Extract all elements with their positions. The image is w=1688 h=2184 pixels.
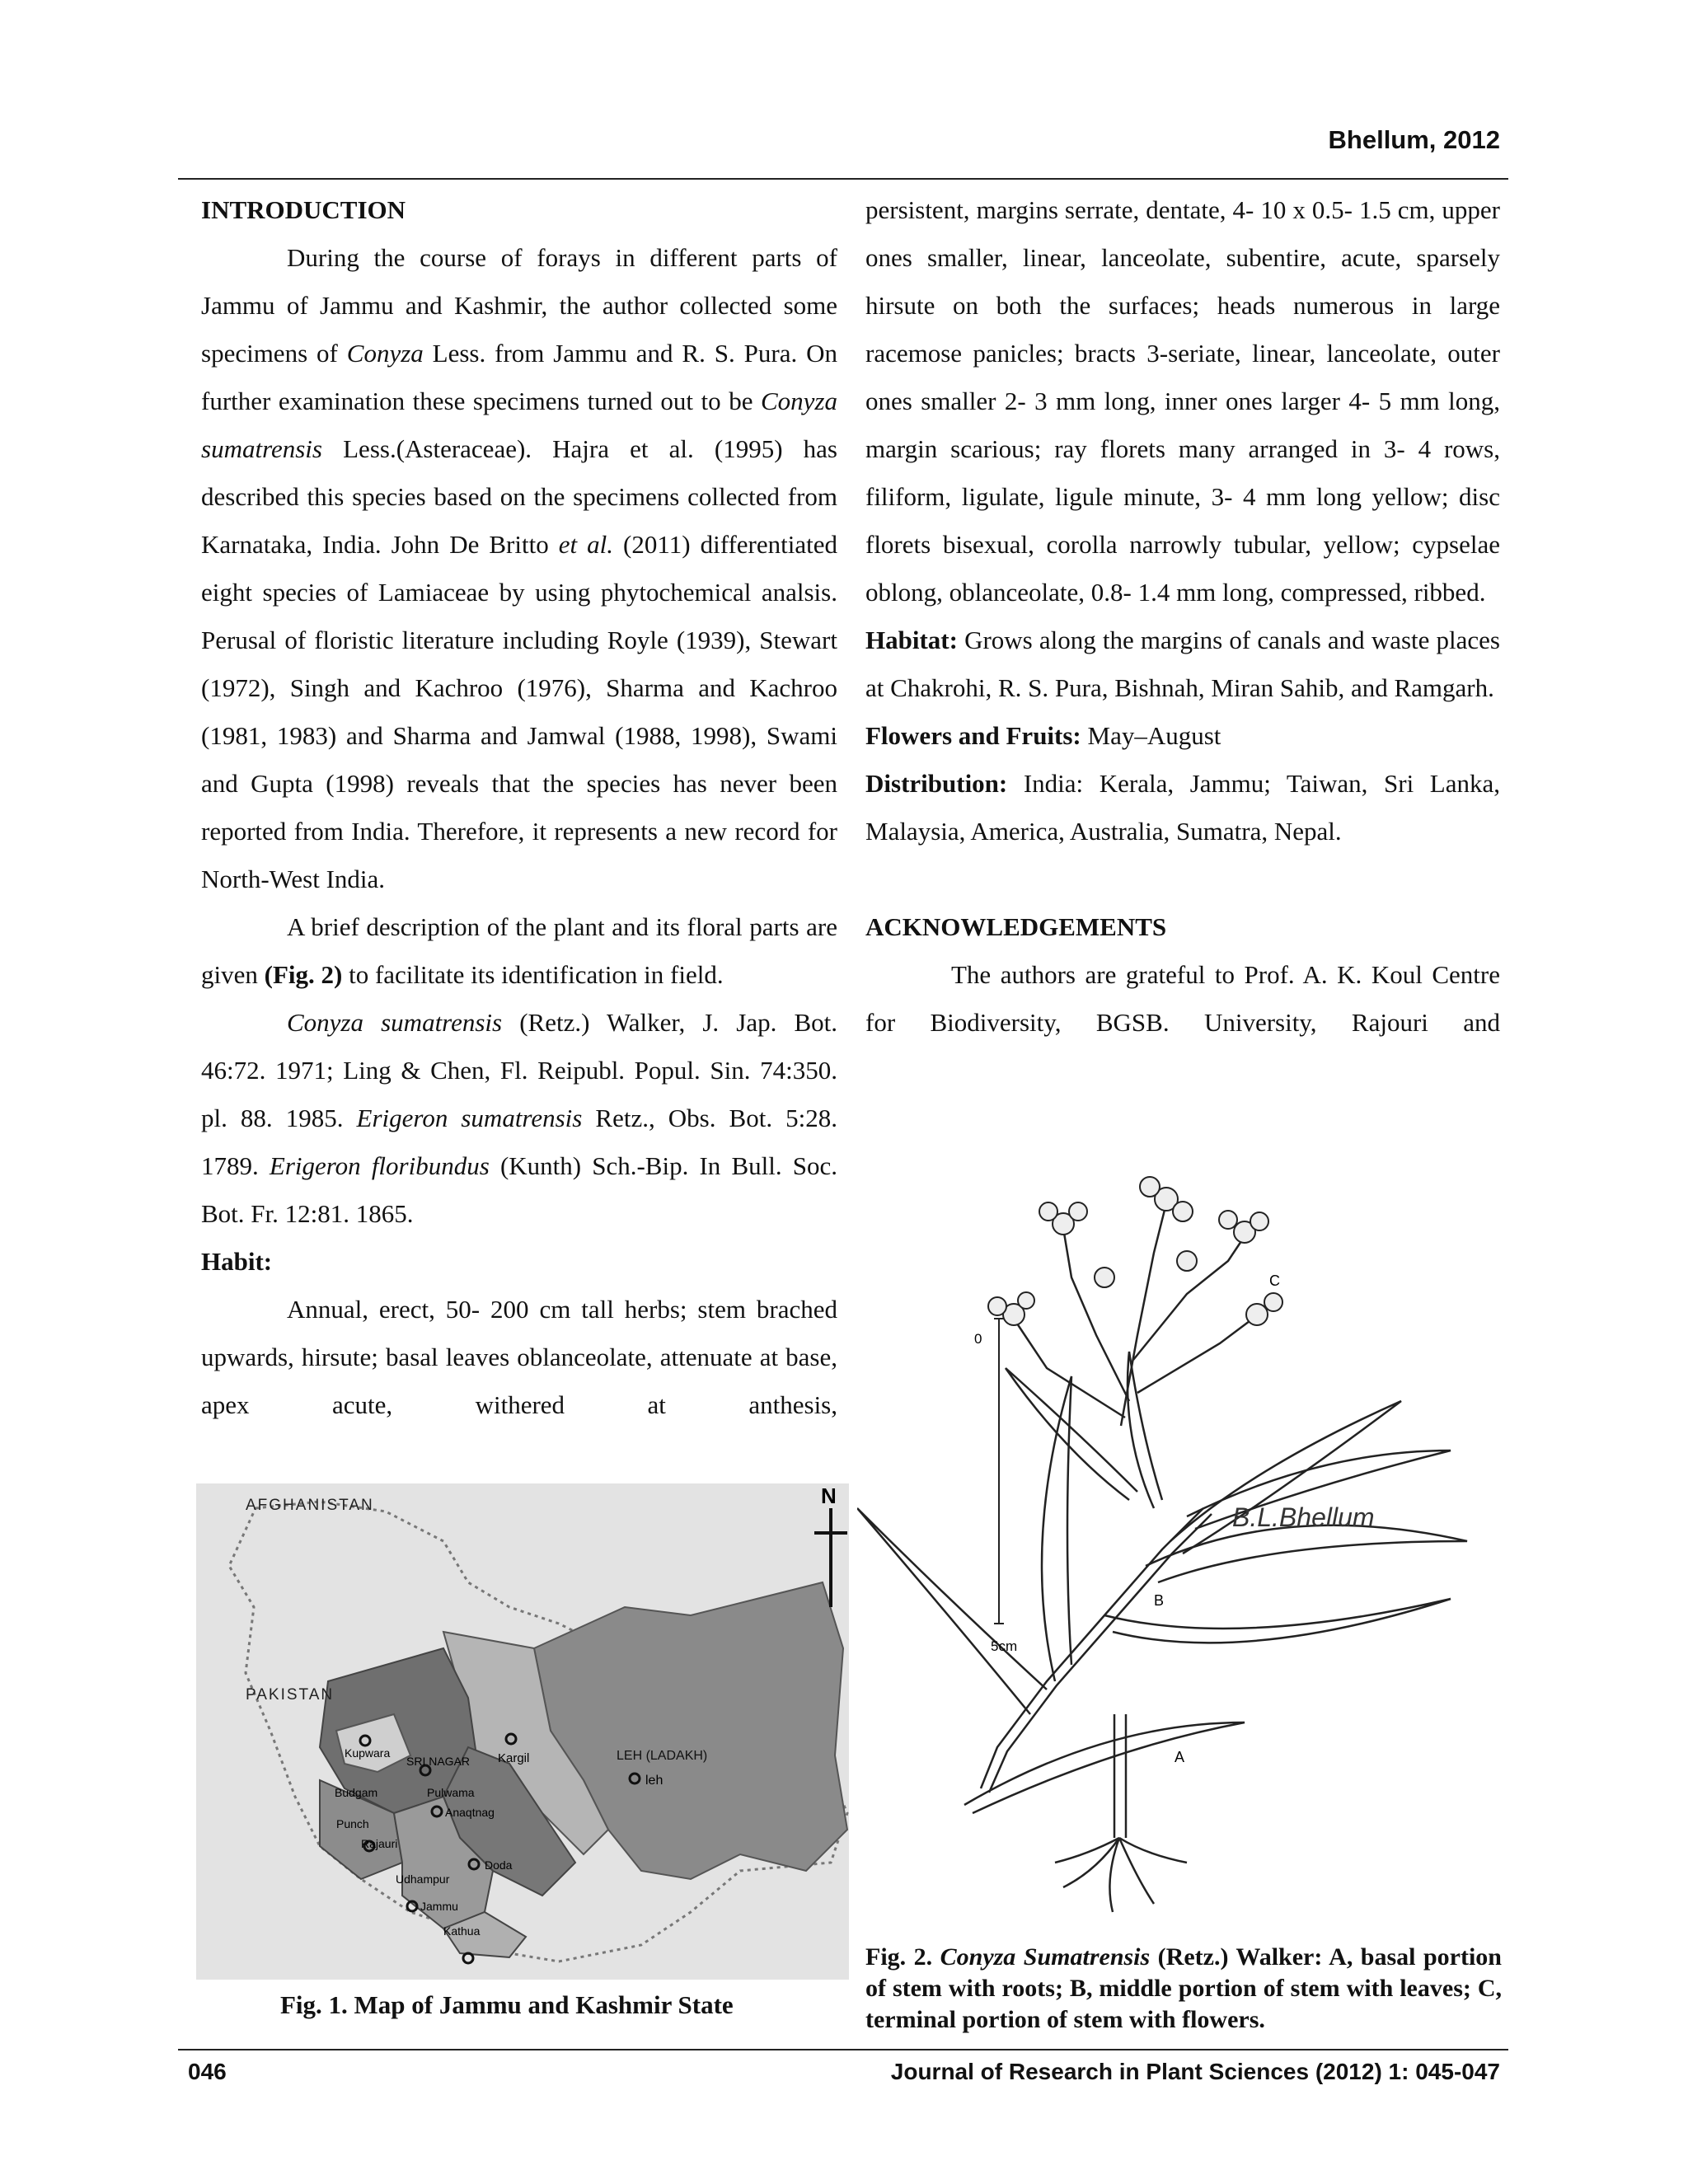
- journal-citation: Journal of Research in Plant Sciences (2012) 1: 045-047: [890, 2059, 1500, 2084]
- distribution-paragraph: Distribution: India: Kerala, Jammu; Taiwan, Sri Lanka, Malaysia, America, Australia, Sumatra, Nepal.: [865, 769, 1500, 846]
- header-rule: [178, 178, 1508, 180]
- label-a: A: [1175, 1749, 1185, 1765]
- habitat-paragraph: Habitat: Grows along the margins of canals and waste places at Chakrohi, R. S. Pura, Bishnah, Miran Sahib, and Ramgarh.: [865, 626, 1500, 702]
- leh-label: LEH (LADAKH): [617, 1749, 708, 1763]
- introduction-paragraph-1: During the course of forays in different parts of Jammu of Jammu and Kashmir, the author collected some specimens of Conyza Less. from Jammu and R. S. Pura. On further examination these specimens turned out to be Conyza sumatrensis Less.(Asteraceae). Hajra et al. (1995) has described this species based on the specimens collected from Karnataka, India. John De Britto et al. (2011) differentiated eight species of Lamiaceae by using phytochemical analsis. Perusal of floristic literature including Royle (1939), Stewart (1972), Singh and Kachroo (1976), Sharma and Kachroo (1981, 1983) and Sharma and Jamwal (1988, 1998), Swami and Gupta (1998) reveals that the species has never been reported from India. Therefore, it represents a new record for North-West India.: [201, 243, 837, 893]
- kargil-label: Kargil: [498, 1751, 530, 1765]
- jammu-label: Jammu: [420, 1900, 458, 1913]
- illustrator-signature: B.L.Bhellum: [1232, 1502, 1375, 1532]
- habit-paragraph: Annual, erect, 50- 200 cm tall herbs; stem brached upwards, hirsute; basal leaves oblanceolate, attenuate at base, apex acute, withered at anthesis,: [201, 1295, 837, 1419]
- label-c: C: [1269, 1272, 1280, 1289]
- afghanistan-label: AFGHANISTAN: [246, 1497, 374, 1514]
- acknowledgements-heading: ACKNOWLEDGEMENTS: [865, 912, 1167, 941]
- scale-length-label: 5cm: [991, 1638, 1018, 1654]
- fig1-caption: Fig. 1. Map of Jammu and Kashmir State: [280, 1990, 734, 2019]
- footer-rule: [178, 2049, 1508, 2050]
- right-column: [865, 186, 1500, 1047]
- doda-label: Doda: [485, 1858, 513, 1872]
- pulwama-label: Pulwama: [427, 1786, 475, 1799]
- kupwara-label: Kupwara: [345, 1746, 391, 1760]
- pakistan-label: PAKISTAN: [246, 1686, 335, 1704]
- udhampur-label: Udhampur: [396, 1872, 450, 1886]
- scale-zero-label: 0: [974, 1331, 982, 1347]
- jammu-kashmir-map: [196, 1483, 849, 1980]
- srinagar-label: SRI NAGAR: [406, 1755, 471, 1768]
- leh-town-label: leh: [645, 1774, 663, 1788]
- budgam-label: Budgam: [335, 1786, 378, 1799]
- flowers-fruits-paragraph: Flowers and Fruits: May–August: [865, 721, 1221, 750]
- nomenclature-citation: Conyza sumatrensis (Retz.) Walker, J. Jap. Bot. 46:72. 1971; Ling & Chen, Fl. Reipubl. Popul. Sin. 74:350. pl. 88. 1985. Erigeron sumatrensis Retz., Obs. Bot. 5:28. 1789. Erigeron floribundus (Kunth) Sch.-Bip. In Bull. Soc. Bot. Fr. 12:81. 1865.: [201, 1008, 838, 1228]
- description-paragraph: persistent, margins serrate, dentate, 4- 10 x 0.5- 1.5 cm, upper ones smaller, linear, lanceolate, subentire, acute, sparsely hirsute on both the surfaces; heads numerous in large racemose panicles; bracts 3-seriate, linear, lanceolate, outer ones smaller 2- 3 mm long, inner ones larger 4- 5 mm long, margin scarious; ray florets many arranged in 3- 4 rows, filiform, ligulate, ligule minute, 3- 4 mm long yellow; disc florets bisexual, corolla narrowly tubular, yellow; cypselae oblong, oblanceolate, 0.8- 1.4 mm long, compressed, ribbed.: [865, 195, 1500, 607]
- running-head: Bhellum, 2012: [1328, 125, 1500, 154]
- plant-illustration: [857, 1154, 1508, 1920]
- anantnag-label: Anaqtnag: [445, 1806, 495, 1819]
- label-b: B: [1154, 1592, 1165, 1609]
- punch-label: Punch: [336, 1817, 369, 1830]
- introduction-paragraph-2: A brief description of the plant and its floral parts are given (Fig. 2) to facilitate its identification in field.: [201, 912, 837, 989]
- kathua-label: Kathua: [443, 1924, 481, 1938]
- introduction-heading: INTRODUCTION: [201, 195, 406, 224]
- north-label: N: [821, 1483, 837, 1508]
- acknowledgements-paragraph: The authors are grateful to Prof. A. K. Koul Centre for Biodiversity, BGSB. University, Rajouri and: [865, 960, 1500, 1037]
- left-column: [201, 186, 837, 1429]
- fig2-caption: Fig. 2. Conyza Sumatrensis (Retz.) Walker: A, basal portion of stem with roots; B, middle portion of stem with leaves; C, terminal portion of stem with flowers.: [865, 1943, 1502, 2033]
- habit-heading: Habit:: [201, 1247, 273, 1276]
- page-number: 046: [188, 2059, 227, 2084]
- rajauri-label: Rajauri: [361, 1837, 398, 1850]
